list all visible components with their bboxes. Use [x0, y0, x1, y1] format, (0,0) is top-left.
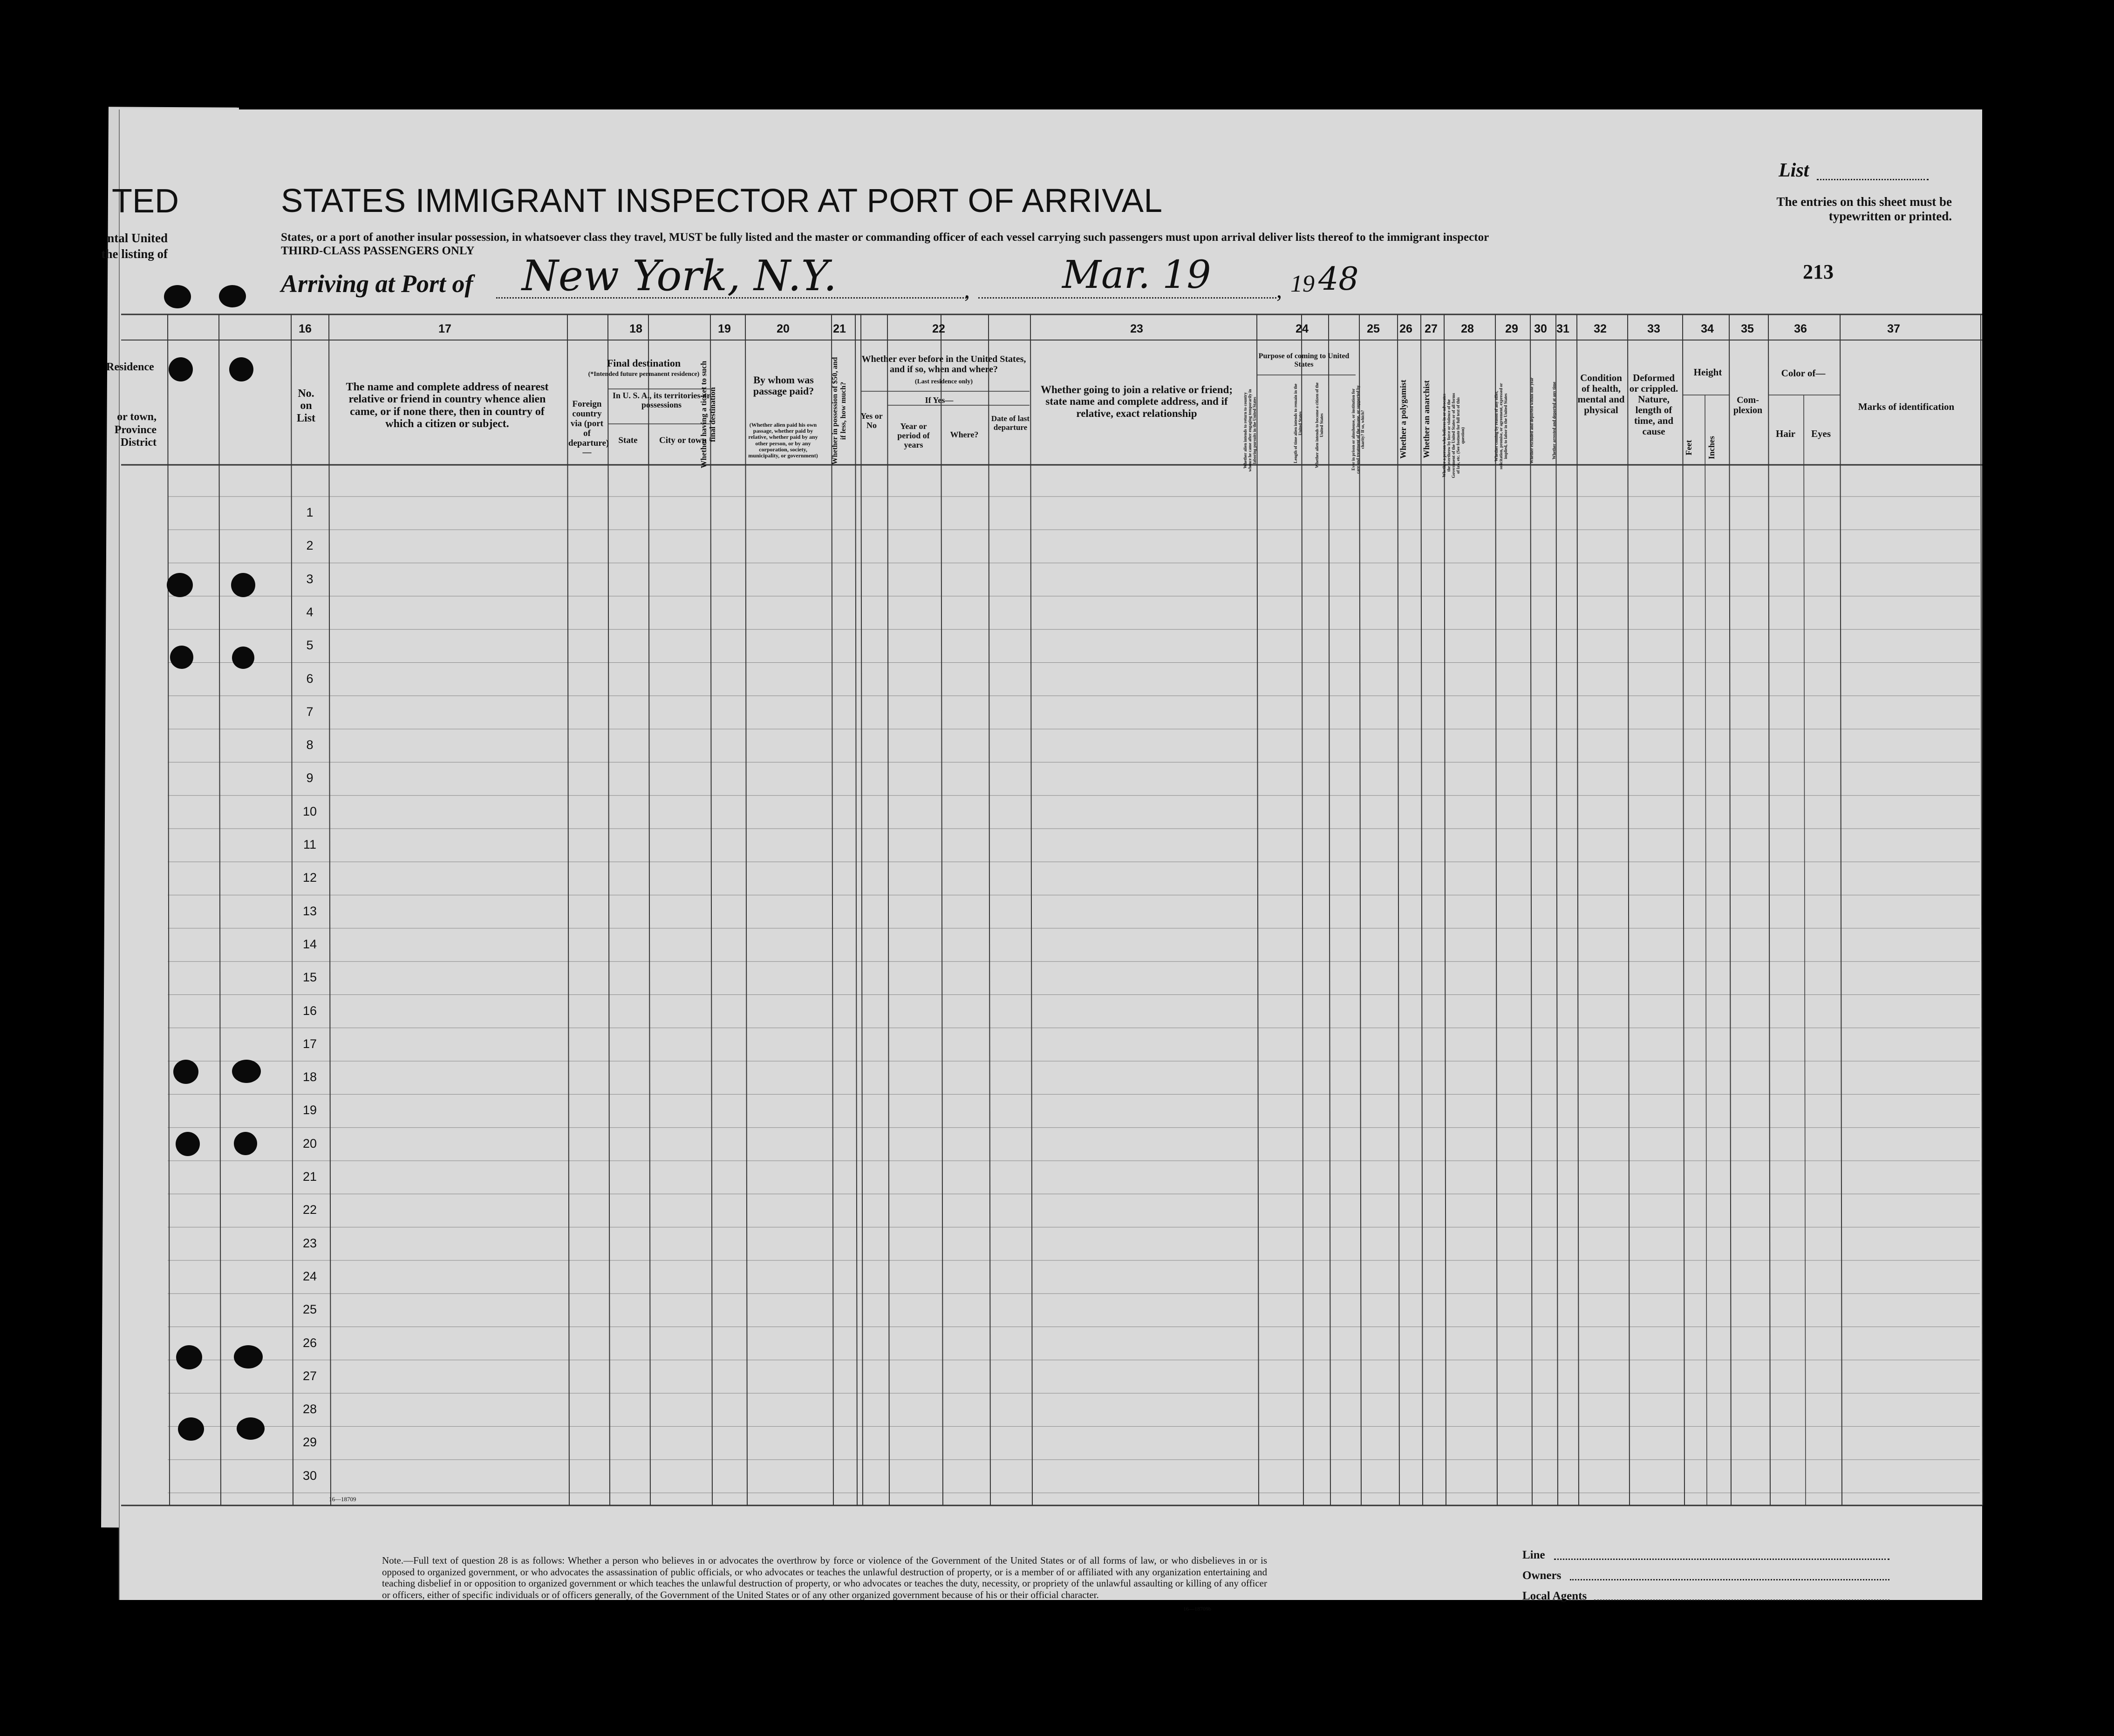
row-number: 21	[302, 1170, 317, 1184]
row-number: 7	[306, 704, 314, 719]
binder-hole	[234, 1132, 257, 1155]
binder-hole	[237, 1417, 265, 1440]
port-of-arrival: New York, N.Y.	[522, 252, 837, 300]
row-number: 24	[302, 1269, 317, 1283]
binder-hole	[167, 573, 193, 597]
row-number: 19	[302, 1103, 317, 1117]
col22-header: Whether ever before in the United States, and if so, when and where?	[861, 354, 1026, 374]
binder-hole	[234, 1345, 263, 1368]
row-number: 29	[302, 1435, 317, 1450]
row-number: 28	[302, 1402, 317, 1416]
row-number: 5	[306, 638, 314, 653]
column-number: 22	[932, 322, 945, 335]
left-fragment-line: ntal United	[107, 231, 168, 245]
binder-hole	[231, 573, 255, 597]
col20-header: By whom was passage paid?	[753, 374, 814, 397]
col37-header: Marks of identification	[1858, 401, 1955, 412]
year-prefix: 19	[1290, 271, 1315, 297]
row-number: 12	[302, 871, 317, 885]
row-number: 6	[306, 671, 314, 686]
row-number: 20	[302, 1136, 317, 1151]
col35-header: Com-plexion	[1733, 395, 1763, 415]
column-number: 18	[629, 322, 642, 335]
arrival-year: 48	[1318, 261, 1359, 298]
grid-line	[1804, 395, 1806, 1505]
col24-return: Whether alien intends to return to country whence he came after engaging temporarily in laboring pursuits in the United States	[1243, 389, 1257, 472]
list-underline	[1817, 179, 1929, 180]
footer-note: Note.—Full text of question 28 is as follows: Whether a person who believes in or advocates the overthrow by force or violence of the Government of the United States or of all forms of law, or who disbelieves in or is opposed to organized government, or who advocates the assassination of public officials, or who advocates or teaches the unlawful destruction of property, or is a member of or affiliated with any organization entertaining and teaching disbelief in or opposition to organized government or which teaches the unlawful destruction of property, or who advocates or teaches the duty, necessity, or propriety of the unlawful assaulting or killing of any officer or officers, either of specific individuals or of officers generally, of the Government of the United States or of any other organized government because of his or their official character.	[382, 1555, 1267, 1600]
col24-header: Purpose of coming to United States	[1258, 352, 1350, 368]
col27-header: Whether an anarchist	[1422, 380, 1431, 458]
binder-hole	[176, 1132, 200, 1156]
binder-hole	[173, 1060, 198, 1084]
col18-foreign: Foreign country via (port of departure)—	[568, 399, 609, 458]
col22-years: Year or period of years	[897, 422, 930, 449]
form-code: 16—18709	[329, 1496, 356, 1503]
col18-city: City or town	[659, 436, 707, 445]
list-note: The entries on this sheet must be typewritten or printed.	[1776, 195, 1952, 224]
row-number: 9	[306, 771, 314, 785]
col20-note: (Whether alien paid his own passage, whether paid by relative, whether paid by any other person, or by any corporation, society, municipality, or government)	[748, 422, 818, 459]
row-number: 14	[302, 937, 317, 951]
col23-header: Whether going to join a relative or friend; state name and complete address, and if relative, exact relationship	[1040, 384, 1233, 419]
column-number: 25	[1367, 322, 1380, 335]
left-column-label: Residence	[106, 361, 154, 373]
col18-header: Final destination	[607, 357, 681, 369]
row-number: 10	[302, 804, 317, 818]
row-number: 18	[302, 1070, 317, 1084]
col18-usa: In U. S. A., its territories or possessions	[613, 391, 710, 409]
col22-departure: Date of last departure	[991, 414, 1030, 432]
col24-length: Length of time alien intends to remain in the United States	[1293, 383, 1302, 463]
line-underline	[1554, 1559, 1889, 1560]
footer-note-code: 16—18709b	[1183, 1606, 1211, 1612]
row-number: 8	[306, 738, 314, 752]
binder-hole	[219, 285, 246, 307]
row-number: 17	[302, 1036, 317, 1051]
col34-inches: Inches	[1707, 436, 1716, 460]
col33-header: Deformed or crippled. Nature, length of time, and cause	[1629, 372, 1678, 437]
col31-header: Whether arrested and deported at any time	[1552, 381, 1556, 460]
row-number: 3	[306, 572, 314, 586]
left-column-label: or town, Province District	[114, 411, 157, 449]
owners-label: Owners	[1522, 1569, 1562, 1582]
row-number: 15	[302, 970, 317, 985]
row-number: 13	[302, 904, 317, 918]
column-number: 19	[718, 322, 731, 335]
left-title-fragment: TED	[112, 183, 179, 220]
class-line: THIRD-CLASS PASSENGERS ONLY	[281, 245, 475, 257]
column-number: 31	[1556, 322, 1569, 335]
arriving-label: Arriving at Port of	[281, 270, 473, 298]
col36-hair: Hair	[1776, 428, 1795, 439]
col32-header: Condition of health, mental and physical	[1577, 372, 1625, 416]
column-number: 33	[1647, 322, 1660, 335]
col19-header: Whether having a ticket to such final destination	[699, 361, 717, 469]
line-label: Line	[1522, 1549, 1545, 1561]
column-number: 21	[833, 322, 846, 335]
comma: ,	[964, 278, 970, 303]
col22-note: (Last residence only)	[914, 378, 973, 385]
col24-citizen: Whether alien intends to become a citizen of the United States	[1315, 382, 1324, 468]
column-number: 28	[1461, 322, 1474, 335]
column-number: 20	[777, 322, 790, 335]
row-number: 2	[306, 538, 314, 553]
col16-header: No. on List	[296, 388, 315, 424]
grid-line	[1705, 395, 1707, 1505]
binder-hole	[229, 357, 253, 381]
sheet-number: 213	[1803, 260, 1834, 283]
agents-underline	[1594, 1600, 1889, 1601]
col29-header: Whether coming by reason of any offer, solicitation, promise, or agreement, expressed or implied, to labor in the United States	[1494, 383, 1508, 470]
column-number: 17	[438, 322, 451, 335]
column-number: 32	[1594, 322, 1607, 335]
row-number: 30	[302, 1468, 317, 1483]
binder-hole	[232, 1060, 261, 1083]
col21-header: Whether in possession of $50, and if less, how much?	[831, 357, 847, 465]
binder-hole	[232, 647, 254, 669]
col36-header: Color of—	[1781, 368, 1826, 379]
column-number: 23	[1130, 322, 1143, 335]
row-number: 22	[302, 1203, 317, 1217]
column-number: 16	[299, 322, 312, 335]
binder-hole	[176, 1345, 202, 1369]
column-number: 24	[1296, 322, 1309, 335]
col22-yes-no: Yes or No	[860, 411, 883, 430]
row-number: 23	[302, 1236, 317, 1250]
arrival-date: Mar. 19	[1062, 253, 1211, 297]
col36-eyes: Eyes	[1811, 428, 1831, 439]
row-number: 26	[302, 1335, 317, 1350]
row-number: 1	[306, 505, 314, 519]
col34-feet: Feet	[1684, 440, 1693, 456]
col25-header: Ever in prison or almshouse, or institution for care and treatment of the insane, or supported by charity? If so, which?	[1351, 385, 1365, 474]
column-number: 29	[1505, 322, 1518, 335]
row-number: 16	[302, 1003, 317, 1018]
row-number: 25	[302, 1302, 317, 1317]
col22-if-yes: If Yes—	[925, 395, 954, 405]
binder-hole	[169, 357, 193, 381]
column-number: 27	[1425, 322, 1438, 335]
owners-underline	[1570, 1579, 1889, 1580]
grid-line	[1981, 314, 1983, 1505]
page-title: STATES IMMIGRANT INSPECTOR AT PORT OF ARRIVAL	[281, 183, 1163, 219]
col17-header: The name and complete address of nearest relative or friend in country whence alien came, or if none there, then in country of which a citizen or subject.	[346, 381, 549, 430]
col34-header: Height	[1693, 367, 1722, 378]
column-number: 30	[1534, 322, 1547, 335]
column-number: 36	[1794, 322, 1807, 335]
col18-state: State	[618, 436, 638, 445]
agents-label: Local Agents	[1522, 1590, 1587, 1602]
subtitle: States, or a port of another insular possession, in whatsoever class they travel, MUST be fully listed and the master or commanding officer of each vessel carrying such passengers must upon arrival deliver lists thereof to the immigrant inspector	[281, 231, 1489, 244]
row-number: 27	[302, 1368, 317, 1383]
binder-hole	[170, 646, 193, 669]
date-underline	[978, 297, 1276, 299]
column-number: 37	[1887, 322, 1900, 335]
column-number: 35	[1741, 322, 1754, 335]
list-label: List	[1779, 160, 1809, 181]
binder-hole	[178, 1417, 204, 1441]
col22-where: Where?	[950, 430, 979, 439]
left-fragment-line: the listing of	[101, 247, 168, 261]
comma: ,	[1276, 278, 1282, 303]
binder-hole	[164, 285, 191, 308]
col30-header: Whether excluded and deported within one year	[1529, 377, 1534, 464]
row-number: 4	[306, 605, 314, 619]
col18-note: (*Intended future permanent residence)	[588, 371, 700, 378]
row-number: 11	[303, 837, 317, 851]
col26-header: Whether a polygamist	[1398, 380, 1408, 459]
column-number: 26	[1399, 322, 1412, 335]
col28-header: Whether a person who believes in or advocates the overthrow by force or violence of the Government of the United States or of all forms of law, etc. (See footnote for full text of this question)	[1442, 393, 1465, 478]
column-number: 34	[1701, 322, 1714, 335]
